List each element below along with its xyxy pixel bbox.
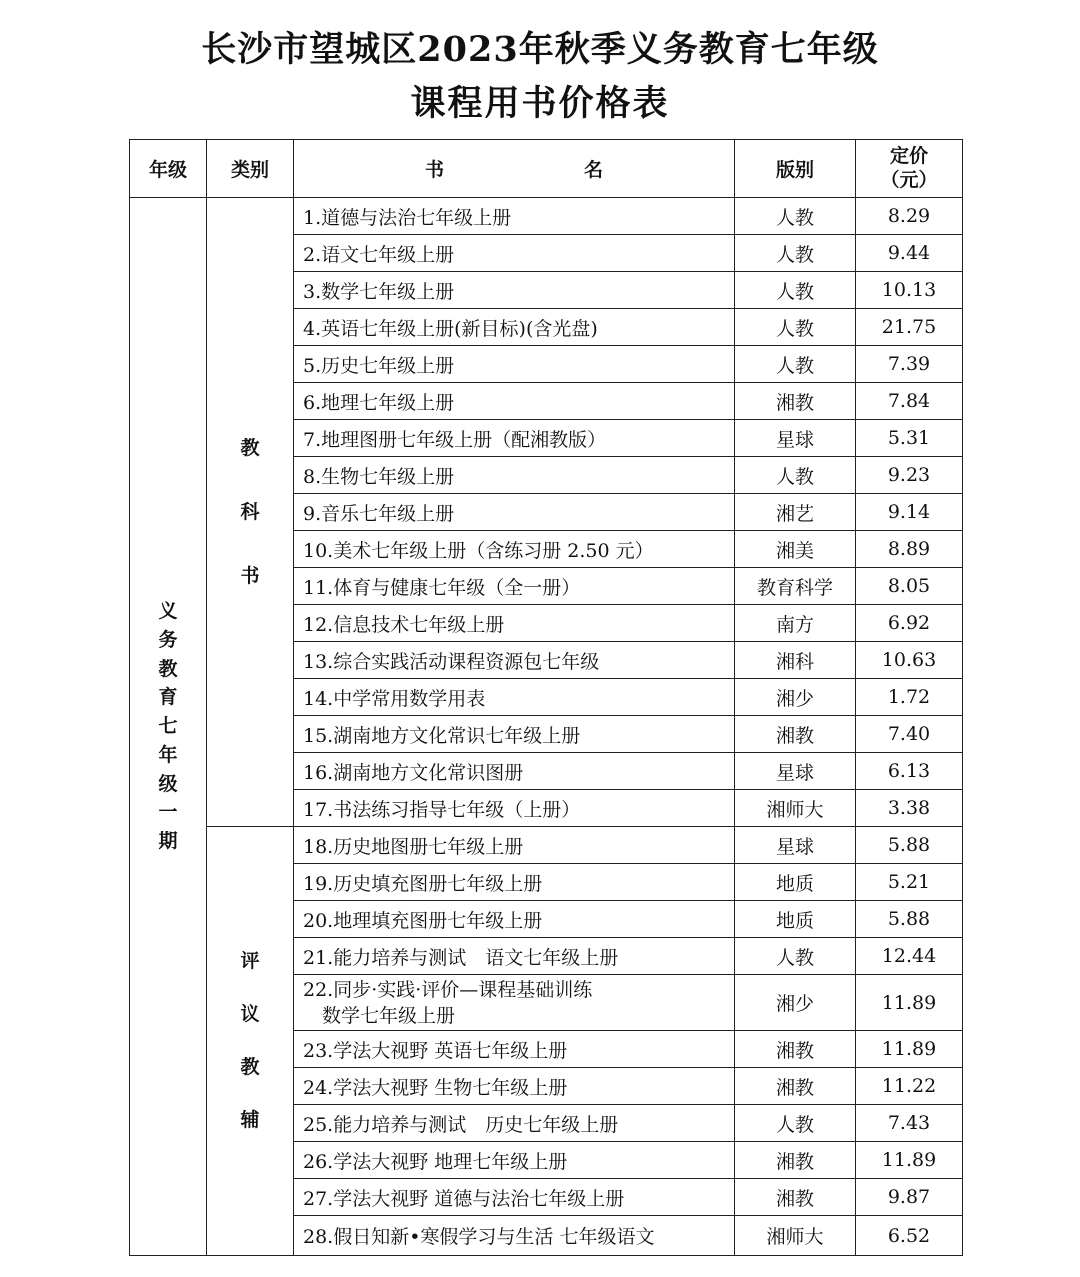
edition-cell: 湘美 — [735, 531, 856, 568]
category-cell-textbook — [207, 198, 294, 827]
price-cell: 9.23 — [856, 457, 963, 494]
book-name-cell — [294, 753, 735, 790]
price-cell: 11.89 — [856, 1142, 963, 1179]
edition-cell: 湘教 — [735, 1142, 856, 1179]
book-name-cell — [294, 827, 735, 864]
edition-cell: 湘教 — [735, 1031, 856, 1068]
book-name: 15.湖南地方文化常识七年级上册 — [303, 724, 581, 747]
book-name-cell — [294, 1142, 735, 1179]
edition-cell: 湘科 — [735, 642, 856, 679]
book-name-cell — [294, 938, 735, 975]
edition-cell: 人教 — [735, 272, 856, 309]
book-name-cell — [294, 494, 735, 531]
price-cell: 10.63 — [856, 642, 963, 679]
edition-cell: 湘教 — [735, 1179, 856, 1216]
book-name: 1.道德与法治七年级上册 — [303, 206, 512, 229]
book-name-cell — [294, 309, 735, 346]
book-name-cell — [294, 420, 735, 457]
book-name: 17.书法练习指导七年级（上册） — [303, 798, 581, 821]
book-name-cell — [294, 568, 735, 605]
grade-label: 义务教育七年级一期 — [158, 599, 178, 853]
price-cell: 6.92 — [856, 605, 963, 642]
category-textbook-label: 教科书 — [240, 437, 260, 587]
edition-cell: 南方 — [735, 605, 856, 642]
header-row — [130, 140, 963, 198]
book-name-cell — [294, 679, 735, 716]
book-name-cell — [294, 864, 735, 901]
book-name-cell — [294, 605, 735, 642]
header-book-name-left: 书 — [424, 159, 444, 181]
price-cell: 7.43 — [856, 1105, 963, 1142]
book-name: 16.湖南地方文化常识图册 — [303, 761, 524, 784]
edition-cell: 人教 — [735, 235, 856, 272]
book-name-cell — [294, 198, 735, 235]
edition-cell: 星球 — [735, 827, 856, 864]
edition-cell: 教育科学 — [735, 568, 856, 605]
edition-cell: 湘师大 — [735, 790, 856, 827]
price-cell: 11.89 — [856, 975, 963, 1031]
book-name: 4.英语七年级上册(新目标)(含光盘) — [303, 317, 598, 340]
book-name: 20.地理填充图册七年级上册 — [303, 909, 543, 932]
book-name: 21.能力培养与测试 语文七年级上册 — [303, 946, 619, 969]
edition-cell: 人教 — [735, 1105, 856, 1142]
book-name-cell — [294, 975, 735, 1031]
book-name-cell — [294, 346, 735, 383]
price-cell: 3.38 — [856, 790, 963, 827]
book-name: 27.学法大视野 道德与法治七年级上册 — [303, 1187, 625, 1210]
book-name-cell — [294, 1068, 735, 1105]
price-cell: 8.29 — [856, 198, 963, 235]
book-name-cell — [294, 1105, 735, 1142]
price-cell: 10.13 — [856, 272, 963, 309]
price-cell: 7.84 — [856, 383, 963, 420]
edition-cell: 星球 — [735, 753, 856, 790]
book-name: 2.语文七年级上册 — [303, 243, 455, 266]
book-name-cell — [294, 901, 735, 938]
price-cell: 9.44 — [856, 235, 963, 272]
book-name-cell — [294, 1031, 735, 1068]
price-cell: 8.05 — [856, 568, 963, 605]
price-cell: 21.75 — [856, 309, 963, 346]
price-cell: 12.44 — [856, 938, 963, 975]
edition-cell: 湘教 — [735, 1068, 856, 1105]
edition-cell: 湘艺 — [735, 494, 856, 531]
book-name-cell — [294, 790, 735, 827]
book-name-line2: 数学七年级上册 — [322, 1004, 456, 1027]
book-name: 14.中学常用数学用表 — [303, 687, 486, 710]
edition-cell: 人教 — [735, 938, 856, 975]
edition-cell: 湘少 — [735, 679, 856, 716]
edition-cell: 湘教 — [735, 383, 856, 420]
book-name: 23.学法大视野 英语七年级上册 — [303, 1039, 568, 1062]
book-name: 5.历史七年级上册 — [303, 354, 455, 377]
table-row — [130, 827, 963, 864]
book-name: 10.美术七年级上册（含练习册 2.50 元） — [303, 539, 654, 562]
edition-cell: 人教 — [735, 198, 856, 235]
book-name: 24.学法大视野 生物七年级上册 — [303, 1076, 568, 1099]
book-name: 8.生物七年级上册 — [303, 465, 455, 488]
page-title-line2: 课程用书价格表 — [410, 83, 670, 124]
price-cell: 11.22 — [856, 1068, 963, 1105]
category-cell-supplementary — [207, 827, 294, 1256]
book-name-cell — [294, 642, 735, 679]
price-cell: 8.89 — [856, 531, 963, 568]
book-name-cell — [294, 457, 735, 494]
book-name: 3.数学七年级上册 — [303, 280, 455, 303]
edition-cell: 湘教 — [735, 716, 856, 753]
price-cell: 9.87 — [856, 1179, 963, 1216]
price-cell: 5.88 — [856, 827, 963, 864]
header-grade: 年级 — [130, 140, 207, 198]
edition-cell: 人教 — [735, 309, 856, 346]
category-supplementary-label: 评议教辅 — [240, 950, 260, 1131]
book-name: 6.地理七年级上册 — [303, 391, 455, 414]
book-name-cell — [294, 272, 735, 309]
price-cell: 7.39 — [856, 346, 963, 383]
price-cell: 1.72 — [856, 679, 963, 716]
price-cell: 11.89 — [856, 1031, 963, 1068]
book-name: 9.音乐七年级上册 — [303, 502, 455, 525]
book-name-cell — [294, 383, 735, 420]
book-name: 13.综合实践活动课程资源包七年级 — [303, 650, 600, 673]
edition-cell: 地质 — [735, 901, 856, 938]
book-name: 22.同步·实践·评价—课程基础训练 — [303, 978, 593, 1001]
book-name: 28.假日知新•寒假学习与生活 七年级语文 — [303, 1226, 655, 1248]
book-name-cell — [294, 235, 735, 272]
book-name: 25.能力培养与测试 历史七年级上册 — [303, 1113, 619, 1136]
header-price-line2: （元） — [880, 168, 938, 191]
table-row — [130, 198, 963, 235]
price-cell: 6.52 — [856, 1216, 963, 1256]
book-name: 7.地理图册七年级上册（配湘教版） — [303, 428, 607, 451]
edition-cell: 星球 — [735, 420, 856, 457]
header-edition: 版别 — [735, 140, 856, 198]
edition-cell: 人教 — [735, 457, 856, 494]
price-cell: 5.31 — [856, 420, 963, 457]
price-cell: 9.14 — [856, 494, 963, 531]
book-name-cell — [294, 716, 735, 753]
header-book-name — [294, 140, 735, 198]
price-cell: 7.40 — [856, 716, 963, 753]
edition-cell: 地质 — [735, 864, 856, 901]
book-name: 26.学法大视野 地理七年级上册 — [303, 1150, 568, 1173]
header-book-name-right: 名 — [584, 159, 604, 181]
edition-cell: 人教 — [735, 346, 856, 383]
book-name-cell — [294, 1179, 735, 1216]
price-cell: 6.13 — [856, 753, 963, 790]
price-cell: 5.88 — [856, 901, 963, 938]
price-table — [129, 139, 963, 1256]
price-cell: 5.21 — [856, 864, 963, 901]
book-name: 11.体育与健康七年级（全一册） — [303, 576, 581, 599]
book-name: 18.历史地图册七年级上册 — [303, 835, 524, 858]
book-name-cell — [294, 531, 735, 568]
book-name: 19.历史填充图册七年级上册 — [303, 872, 543, 895]
book-name-cell — [294, 1216, 735, 1256]
header-category: 类别 — [207, 140, 294, 198]
grade-cell — [130, 198, 207, 1256]
header-price — [856, 140, 963, 198]
book-name: 12.信息技术七年级上册 — [303, 613, 505, 636]
edition-cell: 湘师大 — [735, 1216, 856, 1256]
header-price-line1: 定价 — [889, 144, 928, 167]
edition-cell: 湘少 — [735, 975, 856, 1031]
page-title-line1: 长沙市望城区2023年秋季义务教育七年级 — [201, 29, 879, 70]
